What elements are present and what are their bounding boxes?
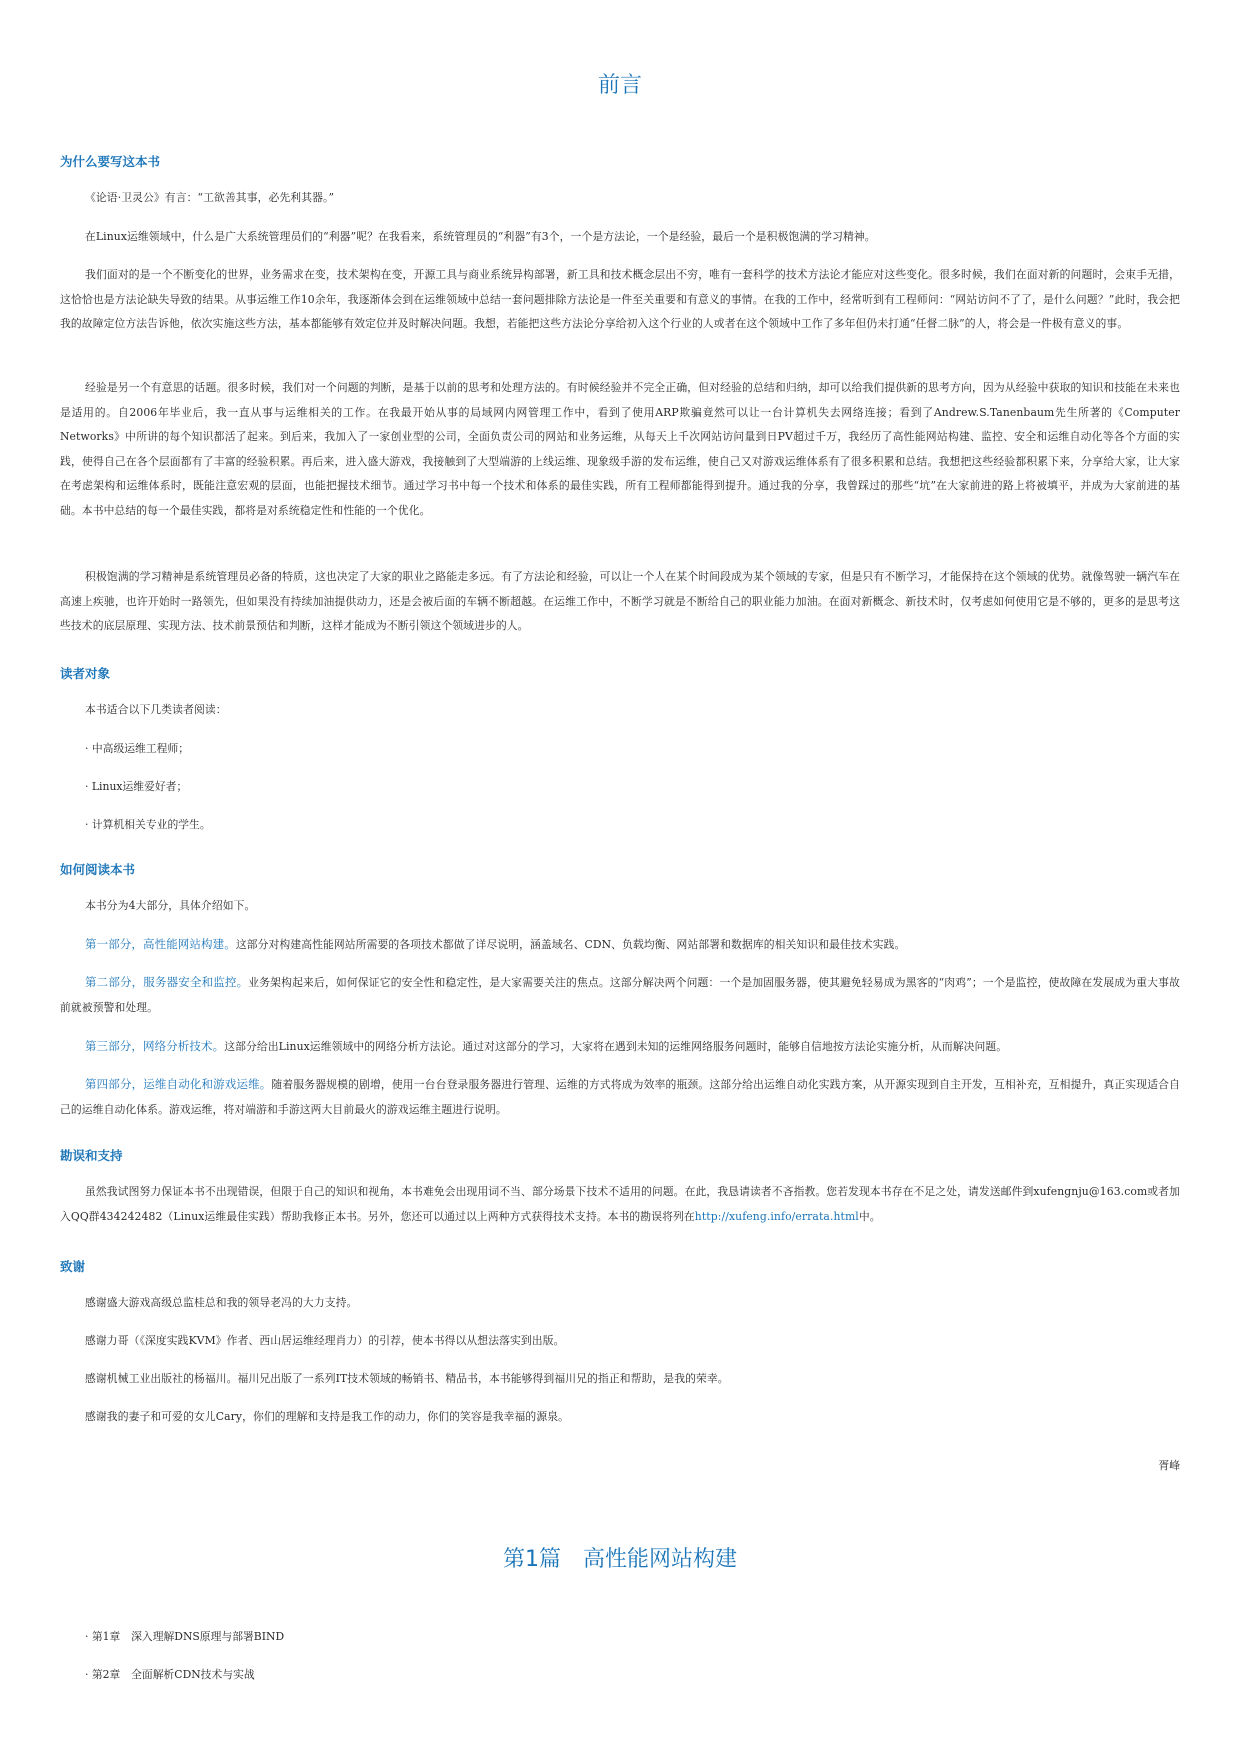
readers-item: · 计算机相关专业的学生。 [85,818,211,831]
readers-item: · 中高级运维工程师； [85,742,190,755]
part-description-3 [60,1034,1180,1060]
errata-text: 虽然我试图努力保证本书不出现错误，但限于自己的知识和视角，本书难免会出现用词不当、部分场景下技术不适用的问题。在此，我恳请读者不吝指教。您若发现本书存在不足之处，请发送邮件到xufengnju@163.com或者加入QQ群434242482（Linux运维最佳实践）帮助我修正本书。另外，您还可以通过以上两种方式获得技术支持。本书的勘误将列在 [60,1185,1180,1223]
part-lead: 第三部分，网络分析技术。 [85,1039,225,1053]
thanks-heading: 致谢 [60,1259,86,1274]
why-paragraph-1: 《论语·卫灵公》有言：“工欲善其事，必先利其器。” [85,191,335,204]
howto-intro: 本书分为4大部分，具体介绍如下。 [85,899,256,912]
thanks-paragraph-2: 感谢力哥（《深度实践KVM》作者、西山居运维经理肖力）的引荐，使本书得以从想法落实到出版。 [85,1334,565,1347]
why-paragraph-3: 我们面对的是一个不断变化的世界，业务需求在变，技术架构在变，开源工具与商业系统异构部署，新工具和技术概念层出不穷，唯有一套科学的技术方法论才能应对这些变化。很多时候，我们在面对新的问题时，会束手无措，这恰恰也是方法论缺失导致的结果。从事运维工作10余年，我逐渐体会到在运维领域中总结一套问题排除方法论是一件至关重要和有意义的事情。在我的工作中，经常听到有工程师问：“网站访问不了了，是什么问题？”此时，我会把我的故障定位方法告诉他，依次实施这些方法，基本都能够有效定位并及时解决问题。我想，若能把这些方法论分享给初入这个行业的人或者在这个领域中工作了多年但仍未打通“任督二脉”的人，将会是一件极有意义的事。 [60,268,1180,330]
why-paragraph-2: 在Linux运维领域中，什么是广大系统管理员们的“利器”呢？在我看来，系统管理员的“利器”有3个，一个是方法论，一个是经验，最后一个是积极饱满的学习精神。 [85,230,876,243]
why-heading: 为什么要写这本书 [60,154,161,169]
part-description-1 [60,932,1180,958]
part-text: 这部分给出Linux运维领域中的网络分析方法论。通过对这部分的学习，大家将在遇到未知的运维网络服务问题时，能够自信地按方法论实施分析，从而解决问题。 [224,1040,1008,1053]
errata-link[interactable]: http://xufeng.info/errata.html [694,1209,859,1223]
howto-heading: 如何阅读本书 [60,862,136,877]
part-description-2 [60,970,1180,1020]
part-lead: 第二部分，服务器安全和监控。 [85,975,249,989]
readers-item: · Linux运维爱好者； [85,780,188,793]
part-lead: 第一部分，高性能网站构建。 [85,937,236,951]
why-paragraph-4: 经验是另一个有意思的话题。很多时候，我们对一个问题的判断，是基于以前的思考和处理方法的。有时候经验并不完全正确，但对经验的总结和归纳，却可以给我们提供新的思考方向，因为从经验中获取的知识和技能在未来也是适用的。自2006年毕业后，我一直从事与运维相关的工作。在我最开始从事的局域网内网管理工作中，看到了使用ARP欺骗竟然可以让一台计算机失去网络连接；看到了Andrew.S.Tanenbaum先生所著的《Computer Networks》中所讲的每个知识都活了起来。到后来，我加入了一家创业型的公司，全面负责公司的网站和业务运维，从每天上千次网站访问量到日PV超过千万，我经历了高性能网站构建、监控、安全和运维自动化等各个方面的实践，使得自己在各个层面都有了丰富的经验积累。再后来，进入盛大游戏，我接触到了大型端游的上线运维、现象级手游的发布运维，使自己又对游戏运维体系有了很多积累和总结。我想把这些经验都积累下来，分享给大家，让大家在考虑架构和运维体系时，既能注意宏观的层面，也能把握技术细节。通过学习书中每一个技术和体系的最佳实践，所有工程师都能得到提升。通过我的分享，我曾踩过的那些“坑”在大家前进的路上将被填平，并成为大家前进的基础。本书中总结的每一个最佳实践，都将是对系统稳定性和性能的一个优化。 [60,381,1180,517]
chapter-link[interactable]: · 第2章 全面解析CDN技术与实战 [85,1668,255,1681]
part-description-4 [60,1072,1180,1122]
errata-text-end: 中。 [858,1209,881,1223]
part-text: 这部分对构建高性能网站所需要的各项技术都做了详尽说明，涵盖域名、CDN、负载均衡、网站部署和数据库的相关知识和最佳技术实践。 [235,938,906,951]
part-text: 业务架构起来后，如何保证它的安全性和稳定性，是大家需要关注的焦点。这部分解决两个问题：一个是加固服务器，使其避免轻易成为黑客的“肉鸡”；一个是监控，使故障在发展成为重大事故前就被预警和处理。 [60,976,1180,1014]
thanks-paragraph-1: 感谢盛大游戏高级总监桂总和我的领导老冯的大力支持。 [85,1296,358,1309]
preface-title: 前言 [597,73,642,98]
readers-intro: 本书适合以下几类读者阅读： [85,703,227,716]
part-lead: 第四部分，运维自动化和游戏运维。 [85,1077,272,1091]
signature: 胥峰 [1158,1459,1180,1472]
readers-heading: 读者对象 [60,666,111,681]
thanks-paragraph-4: 感谢我的妻子和可爱的女儿Cary，你们的理解和支持是我工作的动力，你们的笑容是我幸福的源泉。 [85,1410,570,1423]
errata-heading: 勘误和支持 [60,1148,123,1163]
part-text: 随着服务器规模的剧增，使用一台台登录服务器进行管理、运维的方式将成为效率的瓶颈。这部分给出运维自动化实践方案，从开源实现到自主开发，互相补充，互相提升，真正实现适合自己的运维自动化体系。游戏运维，将对端游和手游这两大目前最火的游戏运维主题进行说明。 [60,1078,1180,1116]
chapter-link[interactable]: · 第1章 深入理解DNS原理与部署BIND [85,1630,285,1643]
part1-title: 第1篇 高性能网站构建 [503,1547,737,1572]
page [60,0,1180,1755]
errata-paragraph [60,1180,1180,1229]
thanks-paragraph-3: 感谢机械工业出版社的杨福川。福川兄出版了一系列IT技术领域的畅销书、精品书，本书能够得到福川兄的指正和帮助，是我的荣幸。 [85,1372,729,1385]
why-paragraph-5: 积极饱满的学习精神是系统管理员必备的特质，这也决定了大家的职业之路能走多远。有了方法论和经验，可以让一个人在某个时间段成为某个领域的专家，但是只有不断学习，才能保持在这个领域的优势。就像驾驶一辆汽车在高速上疾驰，也许开始时一路领先，但如果没有持续加油提供动力，还是会被后面的车辆不断超越。在运维工作中，不断学习就是不断给自己的职业能力加油。在面对新概念、新技术时，仅考虑如何使用它是不够的，更多的是思考这些技术的底层原理、实现方法、技术前景预估和判断，这样才能成为不断引领这个领域进步的人。 [60,570,1180,632]
